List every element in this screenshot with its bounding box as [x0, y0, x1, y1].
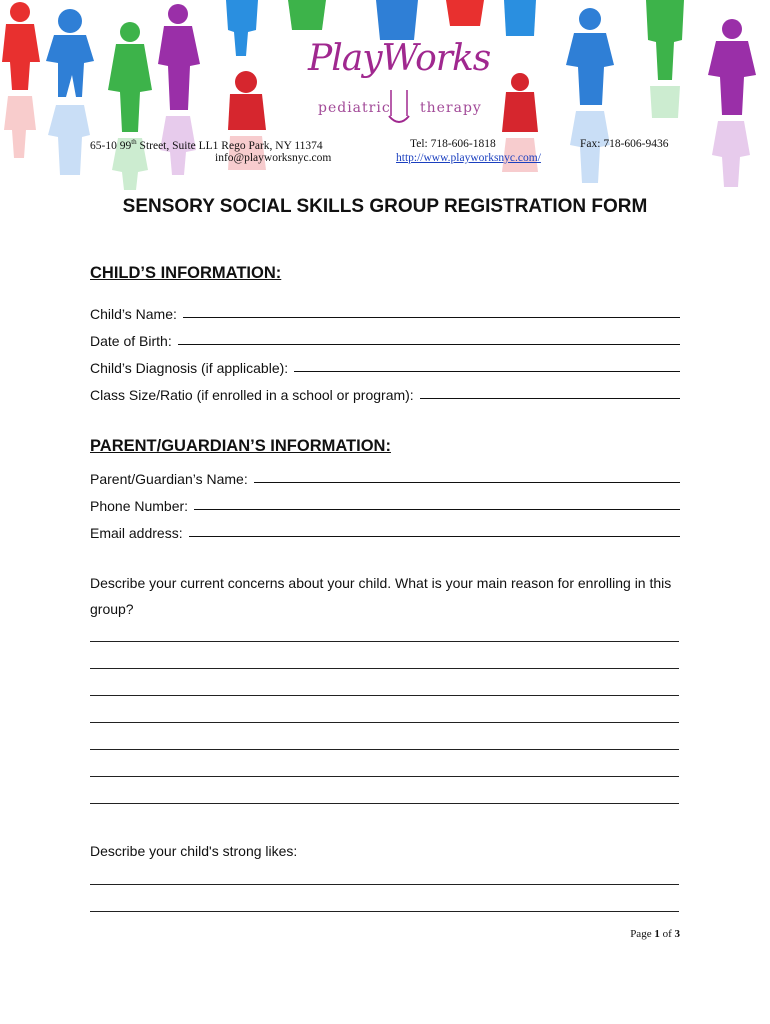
- parent-name-line[interactable]: [254, 482, 680, 483]
- child-name-field[interactable]: Child’s Name:: [90, 302, 680, 322]
- email-address-field[interactable]: Email address:: [90, 521, 680, 541]
- answer-line[interactable]: [90, 776, 679, 777]
- answer-line[interactable]: [90, 722, 679, 723]
- diagnosis-field[interactable]: Child’s Diagnosis (if applicable):: [90, 356, 680, 376]
- parent-name-field[interactable]: Parent/Guardian’s Name:: [90, 467, 680, 487]
- child-name-line[interactable]: [183, 317, 680, 318]
- email-address-line[interactable]: [189, 536, 680, 537]
- child-silhouette-blue-icon: [500, 0, 540, 50]
- date-of-birth-field[interactable]: Date of Birth:: [90, 329, 680, 349]
- date-of-birth-line[interactable]: [178, 344, 680, 345]
- address-line: 65-10 99th Street, Suite LL1 Rego Park, NY 11374: [90, 138, 323, 152]
- telephone-text: Tel: 718-606-1818: [410, 138, 496, 150]
- answer-line[interactable]: [90, 803, 679, 804]
- form-title: SENSORY SOCIAL SKILLS GROUP REGISTRATION FORM: [122, 196, 648, 217]
- concerns-question: Describe your current concerns about your child. What is your main reason for enrolling in this group?: [90, 575, 672, 617]
- logo-sub-therapy: therapy: [420, 100, 482, 116]
- answer-line[interactable]: [90, 749, 679, 750]
- child-silhouette-red-icon: [222, 70, 272, 190]
- answer-line[interactable]: [90, 695, 679, 696]
- phone-number-line[interactable]: [194, 509, 680, 510]
- answer-line[interactable]: [90, 668, 679, 669]
- swing-icon: [388, 90, 410, 130]
- class-size-line[interactable]: [420, 398, 680, 399]
- logo-brand: PlayWorks: [308, 38, 491, 79]
- parent-info-heading: PARENT/GUARDIAN’S INFORMATION:: [90, 437, 391, 455]
- answer-line[interactable]: [90, 641, 679, 642]
- playworks-logo: [300, 38, 490, 128]
- letterhead: [0, 0, 770, 190]
- phone-number-field[interactable]: Phone Number:: [90, 494, 680, 514]
- child-silhouette-blue-icon: [38, 5, 98, 185]
- child-silhouette-purple-icon: [700, 15, 760, 190]
- answer-line[interactable]: [90, 884, 679, 885]
- page-number: Page 1 of 3: [630, 928, 680, 940]
- answer-line[interactable]: [90, 911, 679, 912]
- logo-sub-pediatric: pediatric: [318, 100, 391, 116]
- child-silhouette-red-icon: [440, 0, 490, 40]
- website-link[interactable]: http://www.playworksnyc.com/: [396, 152, 541, 164]
- fax-text: Fax: 718-606-9436: [580, 138, 669, 150]
- child-silhouette-green-icon: [640, 0, 690, 120]
- class-size-field[interactable]: Class Size/Ratio (if enrolled in a school or program):: [90, 383, 680, 403]
- child-silhouette-red-icon: [498, 72, 542, 182]
- child-silhouette-blue-icon: [222, 0, 262, 60]
- child-silhouette-blue-icon: [560, 5, 620, 185]
- email-text: info@playworksnyc.com: [215, 152, 332, 164]
- likes-question: Describe your child's strong likes:: [90, 843, 298, 859]
- diagnosis-line[interactable]: [294, 371, 680, 372]
- child-info-heading: CHILD’S INFORMATION:: [90, 264, 282, 282]
